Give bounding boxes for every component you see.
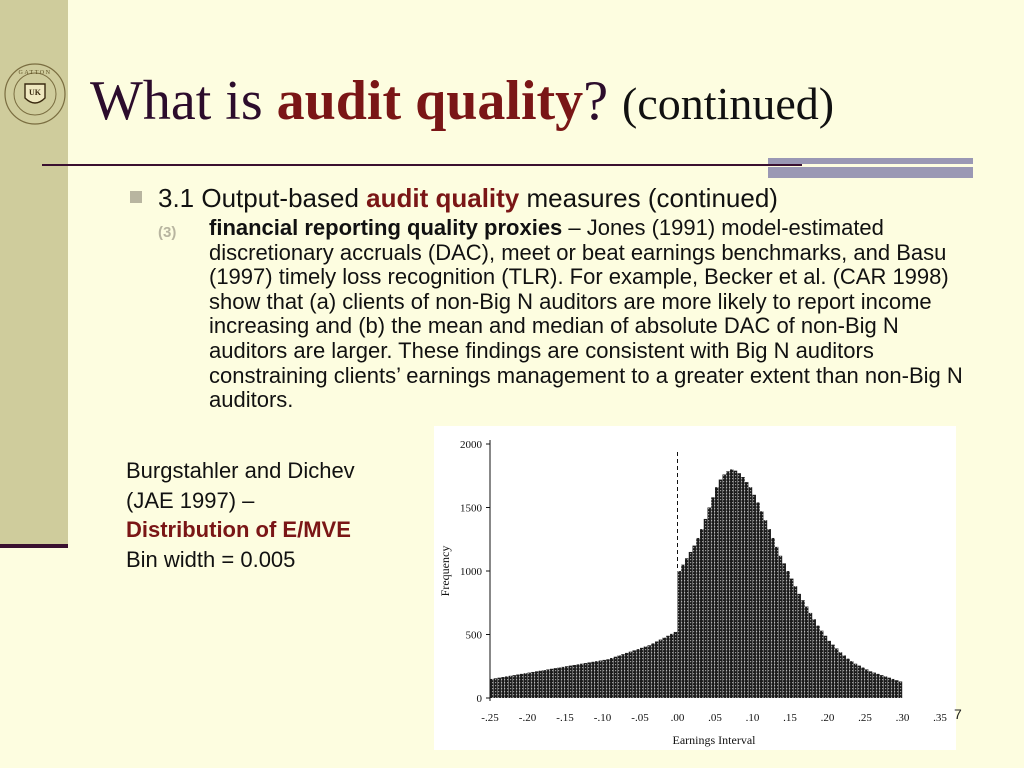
title-accent-bar (768, 158, 973, 178)
histogram-bar (828, 641, 831, 698)
title-keyword: audit quality (276, 70, 584, 132)
x-tick-label: -.20 (518, 712, 537, 724)
histogram-bar (644, 647, 647, 698)
histogram-bar (734, 471, 737, 698)
histogram-bar (805, 607, 808, 698)
y-tick-label: 0 (476, 693, 482, 705)
histogram-bar (580, 664, 583, 698)
histogram-bar (708, 508, 711, 699)
note-line-4: Bin width = 0.005 (126, 546, 296, 572)
note-line-1: Burgstahler and Dichev (126, 458, 355, 483)
histogram-bar (543, 670, 546, 698)
histogram-bar (839, 652, 842, 698)
sub-bullet-paragraph (209, 216, 969, 413)
histogram-bar (498, 678, 501, 698)
histogram-bar (764, 520, 767, 698)
histogram-bar (813, 619, 816, 698)
histogram-bar (771, 538, 774, 698)
histogram-bar (790, 579, 793, 698)
histogram-bar (603, 660, 606, 698)
histogram-bar (888, 678, 891, 698)
histogram-bar (745, 482, 748, 698)
histogram-bar (651, 643, 654, 698)
histogram-bar (640, 648, 643, 698)
x-tick-label: .00 (670, 712, 685, 724)
histogram-bar (798, 594, 801, 698)
x-tick-label: .10 (745, 712, 760, 724)
histogram-bar (700, 529, 703, 698)
histogram-bar (546, 669, 549, 698)
logo-text: GATTON (18, 70, 52, 76)
histogram-bar (520, 674, 523, 698)
histogram-bar (895, 680, 898, 698)
histogram-chart (434, 426, 956, 750)
histogram-figure (434, 426, 956, 750)
bullet-keyword: audit quality (366, 183, 520, 213)
histogram-bar (711, 497, 714, 698)
x-tick-label: -.15 (556, 712, 574, 724)
histogram-bar (768, 529, 771, 698)
x-tick-label: .35 (933, 712, 947, 724)
sub-bullet-text: – Jones (1991) model-estimated discretionary accruals (DAC), meet or beat earnings benchmarks, and Basu (1997) timely loss recognition (TLR). For example, Becker et al. (CAR 1998) show that (a) clients of non-Big N auditors are more likely to report income increasing and (b) the mean and median of absolute DAC of non-Big N auditors are larger. These findings are consistent with Big N auditors constraining clients’ earnings management to a greater extent than non-Big N auditors. (209, 215, 963, 413)
histogram-bar (869, 671, 872, 698)
histogram-bar (625, 653, 628, 698)
y-tick-label: 2000 (460, 439, 482, 451)
histogram-bar (648, 645, 651, 698)
left-band-rule (0, 544, 68, 548)
histogram-bar (655, 641, 658, 698)
histogram-bar (576, 664, 579, 698)
histogram-bar (876, 674, 879, 698)
histogram-bar (693, 546, 696, 698)
histogram-bar (723, 474, 726, 698)
histogram-bar (636, 649, 639, 698)
histogram-bar (899, 681, 902, 698)
note-highlight: Distribution of E/MVE (126, 517, 351, 542)
title-prefix: What is (90, 70, 277, 132)
histogram-bar (516, 675, 519, 698)
x-tick-label: -.05 (631, 712, 649, 724)
histogram-bar (509, 676, 512, 698)
x-tick-label: .05 (708, 712, 722, 724)
note-line-2: (JAE 1997) – (126, 487, 255, 513)
histogram-bar (760, 511, 763, 698)
y-tick-label: 1000 (460, 566, 482, 578)
histogram-bars (490, 469, 902, 698)
page-number: 7 (954, 706, 962, 722)
histogram-bar (494, 678, 497, 698)
histogram-bar (854, 664, 857, 698)
gatton-logo (3, 62, 67, 126)
histogram-bar (599, 661, 602, 698)
histogram-bar (820, 631, 823, 698)
title-suffix: ? (583, 70, 609, 132)
histogram-bar (614, 657, 617, 698)
x-tick-label: .30 (895, 712, 910, 724)
histogram-bar (501, 677, 504, 698)
histogram-bar (824, 636, 827, 698)
histogram-bar (858, 666, 861, 698)
histogram-bar (850, 661, 853, 698)
histogram-bar (775, 547, 778, 698)
x-tick-label: -.10 (593, 712, 612, 724)
histogram-bar (554, 668, 557, 698)
histogram-bar (794, 586, 797, 698)
histogram-bar (633, 650, 636, 698)
histogram-bar (618, 655, 621, 698)
histogram-bar (753, 495, 756, 698)
histogram-bar (783, 563, 786, 698)
histogram-bar (843, 655, 846, 698)
histogram-bar (715, 487, 718, 698)
logo-shield-text: UK (29, 88, 41, 97)
histogram-bar (749, 487, 752, 698)
histogram-bar (629, 652, 632, 698)
histogram-bar (786, 571, 789, 698)
histogram-bar (595, 661, 598, 698)
histogram-bar (726, 471, 729, 698)
histogram-bar (565, 666, 568, 698)
histogram-bar (678, 571, 681, 698)
x-axis-label: Earnings Interval (672, 733, 756, 747)
histogram-bar (891, 679, 894, 698)
histogram-bar (528, 673, 531, 698)
histogram-bar (719, 480, 722, 698)
histogram-bar (513, 675, 516, 698)
bullet-suffix: measures (continued) (519, 183, 778, 213)
histogram-bar (663, 638, 666, 698)
histogram-bar (670, 634, 673, 698)
histogram-bar (573, 665, 576, 698)
histogram-bar (588, 662, 591, 698)
histogram-bar (831, 645, 834, 698)
histogram-bar (685, 558, 688, 698)
histogram-bar (621, 654, 624, 698)
histogram-bar (816, 626, 819, 698)
histogram-bar (490, 679, 493, 698)
figure-note (126, 456, 416, 574)
y-axis-label: Frequency (438, 545, 452, 597)
histogram-bar (801, 600, 804, 698)
histogram-bar (835, 648, 838, 698)
histogram-bar (531, 672, 534, 698)
histogram-bar (524, 673, 527, 698)
histogram-bar (681, 565, 684, 698)
histogram-bar (569, 666, 572, 698)
histogram-bar (539, 671, 542, 698)
main-bullet-text (158, 182, 778, 214)
title-rule (42, 164, 802, 166)
histogram-bar (880, 675, 883, 698)
histogram-bar (561, 667, 564, 698)
histogram-bar (884, 676, 887, 698)
y-axis-ticks (460, 439, 490, 705)
y-tick-label: 1500 (460, 502, 482, 515)
histogram-bar (696, 538, 699, 698)
histogram-bar (730, 469, 733, 698)
histogram-bar (674, 632, 677, 698)
x-tick-label: .25 (858, 712, 872, 724)
histogram-bar (505, 676, 508, 698)
y-tick-label: 500 (465, 629, 482, 642)
histogram-bar (779, 556, 782, 698)
histogram-bar (704, 519, 707, 698)
histogram-bar (861, 668, 864, 698)
histogram-bar (584, 663, 587, 698)
histogram-bar (756, 502, 759, 698)
bullet-prefix: 3.1 Output-based (158, 183, 367, 213)
histogram-bar (550, 669, 553, 698)
title-continued: (continued) (622, 78, 835, 129)
histogram-bar (865, 669, 868, 698)
x-tick-label: .15 (783, 712, 797, 724)
histogram-bar (610, 658, 613, 698)
histogram-bar (535, 671, 538, 698)
histogram-bar (741, 477, 744, 698)
sub-bullet-bold: financial reporting quality proxies (209, 215, 563, 240)
histogram-bar (591, 662, 594, 698)
square-bullet-icon (130, 191, 142, 203)
sub-bullet-number: (3) (158, 224, 177, 241)
histogram-bar (738, 473, 741, 698)
histogram-bar (809, 613, 812, 698)
histogram-bar (689, 552, 692, 698)
x-tick-label: -.25 (481, 712, 499, 724)
slide-title (90, 66, 834, 139)
x-tick-label: .20 (820, 712, 835, 724)
histogram-bar (606, 659, 609, 698)
histogram-bar (558, 668, 561, 698)
histogram-bar (846, 659, 849, 698)
histogram-bar (873, 673, 876, 698)
histogram-bar (666, 636, 669, 698)
x-axis-ticks (481, 712, 947, 724)
histogram-bar (659, 640, 662, 698)
